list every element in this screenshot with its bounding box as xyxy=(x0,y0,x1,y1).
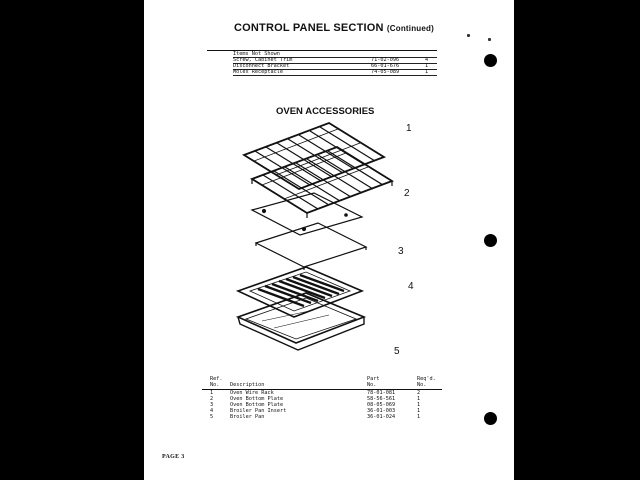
oven-wire-rack-illustration xyxy=(244,123,392,218)
header-qty-bottom: No. xyxy=(417,382,427,388)
row-quantity: 2 xyxy=(417,390,421,396)
table-header xyxy=(202,376,442,390)
row-quantity: 1 xyxy=(417,402,421,408)
row-description: Disconnect Bracket xyxy=(233,63,290,69)
row-description: Oven Bottom Plate xyxy=(230,402,284,408)
header-ref-bottom: No. xyxy=(210,382,220,388)
header-part-top: Part xyxy=(367,376,380,382)
row-ref: 1 xyxy=(210,390,214,396)
row-part-number: 74-05-089 xyxy=(371,69,400,75)
callout-3: 3 xyxy=(398,246,404,257)
row-part-number: 78-01-081 xyxy=(367,390,396,396)
page-title xyxy=(234,22,434,34)
document-page xyxy=(144,0,514,480)
row-description: Broiler Pan xyxy=(230,414,265,420)
header-qty-top: Req'd. xyxy=(417,376,436,382)
scan-speck xyxy=(488,38,491,41)
row-part-number: 36-01-024 xyxy=(367,414,396,420)
row-part-number: 58-56-561 xyxy=(367,396,396,402)
callout-1: 1 xyxy=(406,123,412,134)
row-quantity: 4 xyxy=(425,57,429,63)
row-quantity: 1 xyxy=(425,69,429,75)
row-quantity: 1 xyxy=(417,396,421,402)
items-not-shown-table xyxy=(207,52,437,76)
row-ref: 3 xyxy=(210,402,214,408)
broiler-pan-insert-illustration xyxy=(238,267,362,317)
oven-bottom-plate-2-illustration xyxy=(256,223,366,270)
callout-2: 2 xyxy=(404,188,410,199)
row-part-number: 36-01-003 xyxy=(367,408,396,414)
row-description: Oven Bottom Plate xyxy=(230,396,284,402)
binder-punch-hole-icon xyxy=(484,54,497,67)
binder-punch-hole-icon xyxy=(484,412,497,425)
row-part-number: 08-05-069 xyxy=(367,402,396,408)
broiler-pan-illustration xyxy=(238,293,364,350)
row-ref: 4 xyxy=(210,408,214,414)
row-part-number: 66-01-676 xyxy=(371,63,400,69)
row-ref: 5 xyxy=(210,414,214,420)
page-title-main: CONTROL PANEL SECTION xyxy=(234,22,384,34)
row-quantity: 1 xyxy=(417,414,421,420)
page-number: PAGE 3 xyxy=(162,454,185,460)
section-heading: OVEN ACCESSORIES xyxy=(276,106,375,117)
row-ref: 2 xyxy=(210,396,214,402)
binder-punch-hole-icon xyxy=(484,234,497,247)
row-quantity: 1 xyxy=(417,408,421,414)
row-description: Screw, Cabinet Trim xyxy=(233,57,293,63)
row-description: Molex Receptacle xyxy=(233,69,283,75)
scan-speck xyxy=(467,34,470,37)
row-description: Items Not Shown xyxy=(233,51,280,57)
row-underline xyxy=(233,75,437,76)
page-title-suffix: (Continued) xyxy=(386,24,434,33)
row-quantity: 1 xyxy=(425,63,429,69)
row-description: Oven Wire Rack xyxy=(230,390,274,396)
callout-4: 4 xyxy=(408,281,414,292)
row-part-number: 71-02-096 xyxy=(371,57,400,63)
parts-list-table xyxy=(202,376,442,420)
header-ref-top: Ref. xyxy=(210,376,223,382)
table-row xyxy=(207,70,437,76)
header-description: Description xyxy=(230,382,265,388)
header-part-bottom: No. xyxy=(367,382,377,388)
callout-5: 5 xyxy=(394,346,400,357)
row-description: Broiler Pan Insert xyxy=(230,408,287,414)
oven-accessories-drawing xyxy=(234,115,434,360)
table-row xyxy=(202,414,442,420)
